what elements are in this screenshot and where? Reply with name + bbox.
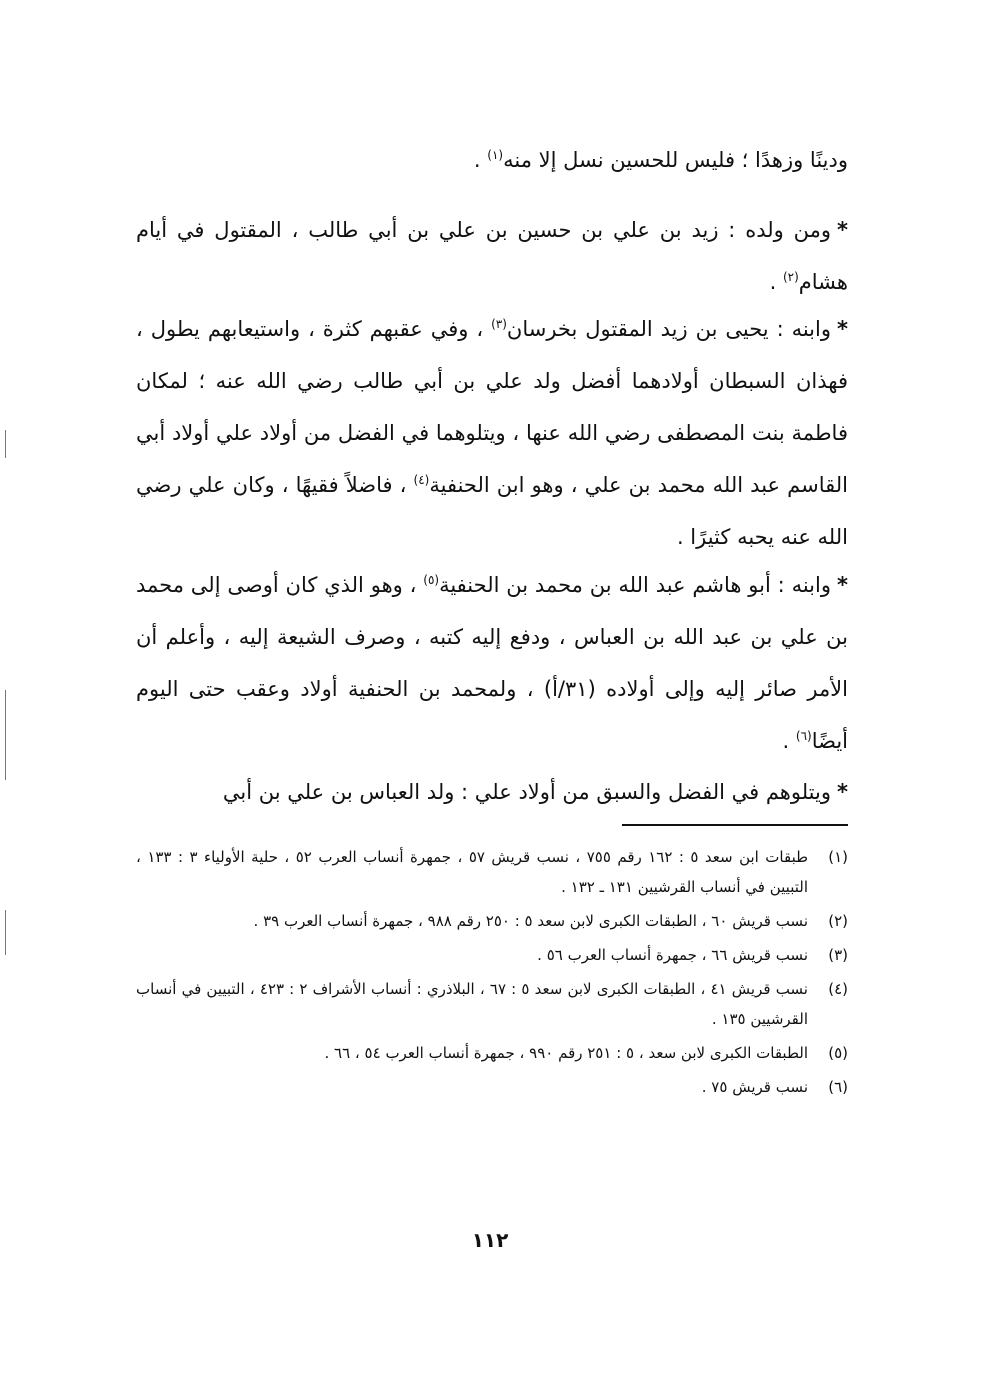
paragraph-4 (136, 559, 848, 767)
paragraph-3 (136, 303, 848, 563)
footnote-item (136, 1038, 848, 1068)
footnote-item (136, 940, 848, 970)
footnote-ref-4[interactable]: (٤) (413, 473, 430, 487)
paragraph-text: . (782, 729, 796, 753)
page-number: ١١٢ (471, 1228, 509, 1252)
footnote-number: (٥) (828, 1044, 848, 1062)
footnote-number: (٣) (828, 946, 848, 964)
footnote-number: (٤) (828, 980, 848, 998)
paragraph-text: ، وفي عقبهم كثرة ، واستيعابهم يطول ، فهذان السبطان أولادهما أفضل ولد علي بن أبي طالب رضي الله عنه ؛ لمكان فاطمة بنت المصطفى رضي الله عنها ، ويتلوهما في الفضل من أولاد علي أولاد أبي القاسم عبد الله محمد بن علي ، وهو ابن الحنفية (136, 317, 848, 497)
footnote-item (136, 1072, 848, 1102)
paragraph-text: وابنه : أبو هاشم عبد الله بن محمد بن الحنفية (439, 573, 832, 597)
paragraph-5 (136, 766, 848, 818)
paragraph-text: ودينًا وزهدًا ؛ فليس للحسين نسل إلا منه (503, 148, 848, 172)
asterisk-icon: * (837, 317, 848, 341)
scan-edge-mark (5, 910, 6, 955)
footnote-ref-6[interactable]: (٦) (795, 729, 812, 743)
footnote-text: نسب قريش ٦٠ ، الطبقات الكبرى لابن سعد ٥ : ٢٥٠ رقم ٩٨٨ ، جمهرة أنساب العرب ٣٩ . (253, 912, 808, 930)
footnote-number: (١) (828, 848, 848, 866)
paragraph-text: . (473, 148, 488, 172)
paragraph-1 (136, 134, 848, 186)
footnote-item (136, 842, 848, 902)
footnote-text: طبقات ابن سعد ٥ : ١٦٢ رقم ٧٥٥ ، نسب قريش ٥٧ ، جمهرة أنساب العرب ٥٢ ، حلية الأولياء ٣ : ١٣٣ ، التبيين في أنساب القرشيين ١٣١ ـ ١٣٢ . (136, 848, 809, 896)
asterisk-icon: * (837, 218, 848, 242)
paragraph-text: . (769, 270, 783, 294)
paragraph-text: ، فاضلاً فقيهًا ، وكان علي رضي الله عنه يحبه كثيرًا . (136, 473, 848, 549)
footnote-ref-3[interactable]: (٣) (491, 317, 507, 331)
paragraph-text: ويتلوهم في الفضل والسبق من أولاد علي : ولد العباس بن علي بن أبي (222, 780, 832, 804)
paragraph-2 (136, 204, 848, 308)
footnote-text: الطبقات الكبرى لابن سعد ، ٥ : ٢٥١ رقم ٩٩٠ ، جمهرة أنساب العرب ٥٤ ، ٦٦ . (324, 1044, 808, 1062)
paragraph-text: ، وهو الذي كان أوصى إلى محمد بن علي بن عبد الله بن العباس ، ودفع إليه كتبه ، وصرف الشيعة إليه ، وأعلم أن الأمر صائر إليه وإلى أولاده (٣١/أ) ، ولمحمد بن الحنفية أولاد وعقب حتى اليوم أيضًا (136, 573, 848, 753)
footnote-divider (622, 824, 848, 826)
asterisk-icon: * (837, 573, 848, 597)
scan-edge-mark (5, 430, 6, 458)
footnote-text: نسب قريش ٤١ ، الطبقات الكبرى لابن سعد ٥ : ٦٧ ، البلاذري : أنساب الأشراف ٢ : ٤٢٣ ، التبيين في أنساب القرشيين ١٣٥ . (136, 980, 808, 1028)
footnote-number: (٦) (828, 1078, 848, 1096)
asterisk-icon: * (837, 780, 848, 804)
paragraph-text: وابنه : يحيى بن زيد المقتول بخرسان (506, 317, 832, 341)
footnote-ref-2[interactable]: (٢) (782, 270, 799, 284)
footnote-ref-1[interactable]: (١) (487, 148, 504, 162)
footnotes-section (136, 842, 848, 1106)
footnote-text: نسب قريش ٧٥ . (701, 1078, 808, 1096)
footnote-item (136, 974, 848, 1034)
footnote-ref-5[interactable]: (٥) (423, 573, 440, 587)
footnote-item (136, 906, 848, 936)
paragraph-text: ومن ولده : زيد بن علي بن حسين بن علي بن أبي طالب ، المقتول في أيام هشام (136, 218, 848, 294)
footnote-number: (٢) (828, 912, 848, 930)
scan-edge-mark (5, 690, 6, 780)
footnote-text: نسب قريش ٦٦ ، جمهرة أنساب العرب ٥٦ . (537, 946, 808, 964)
